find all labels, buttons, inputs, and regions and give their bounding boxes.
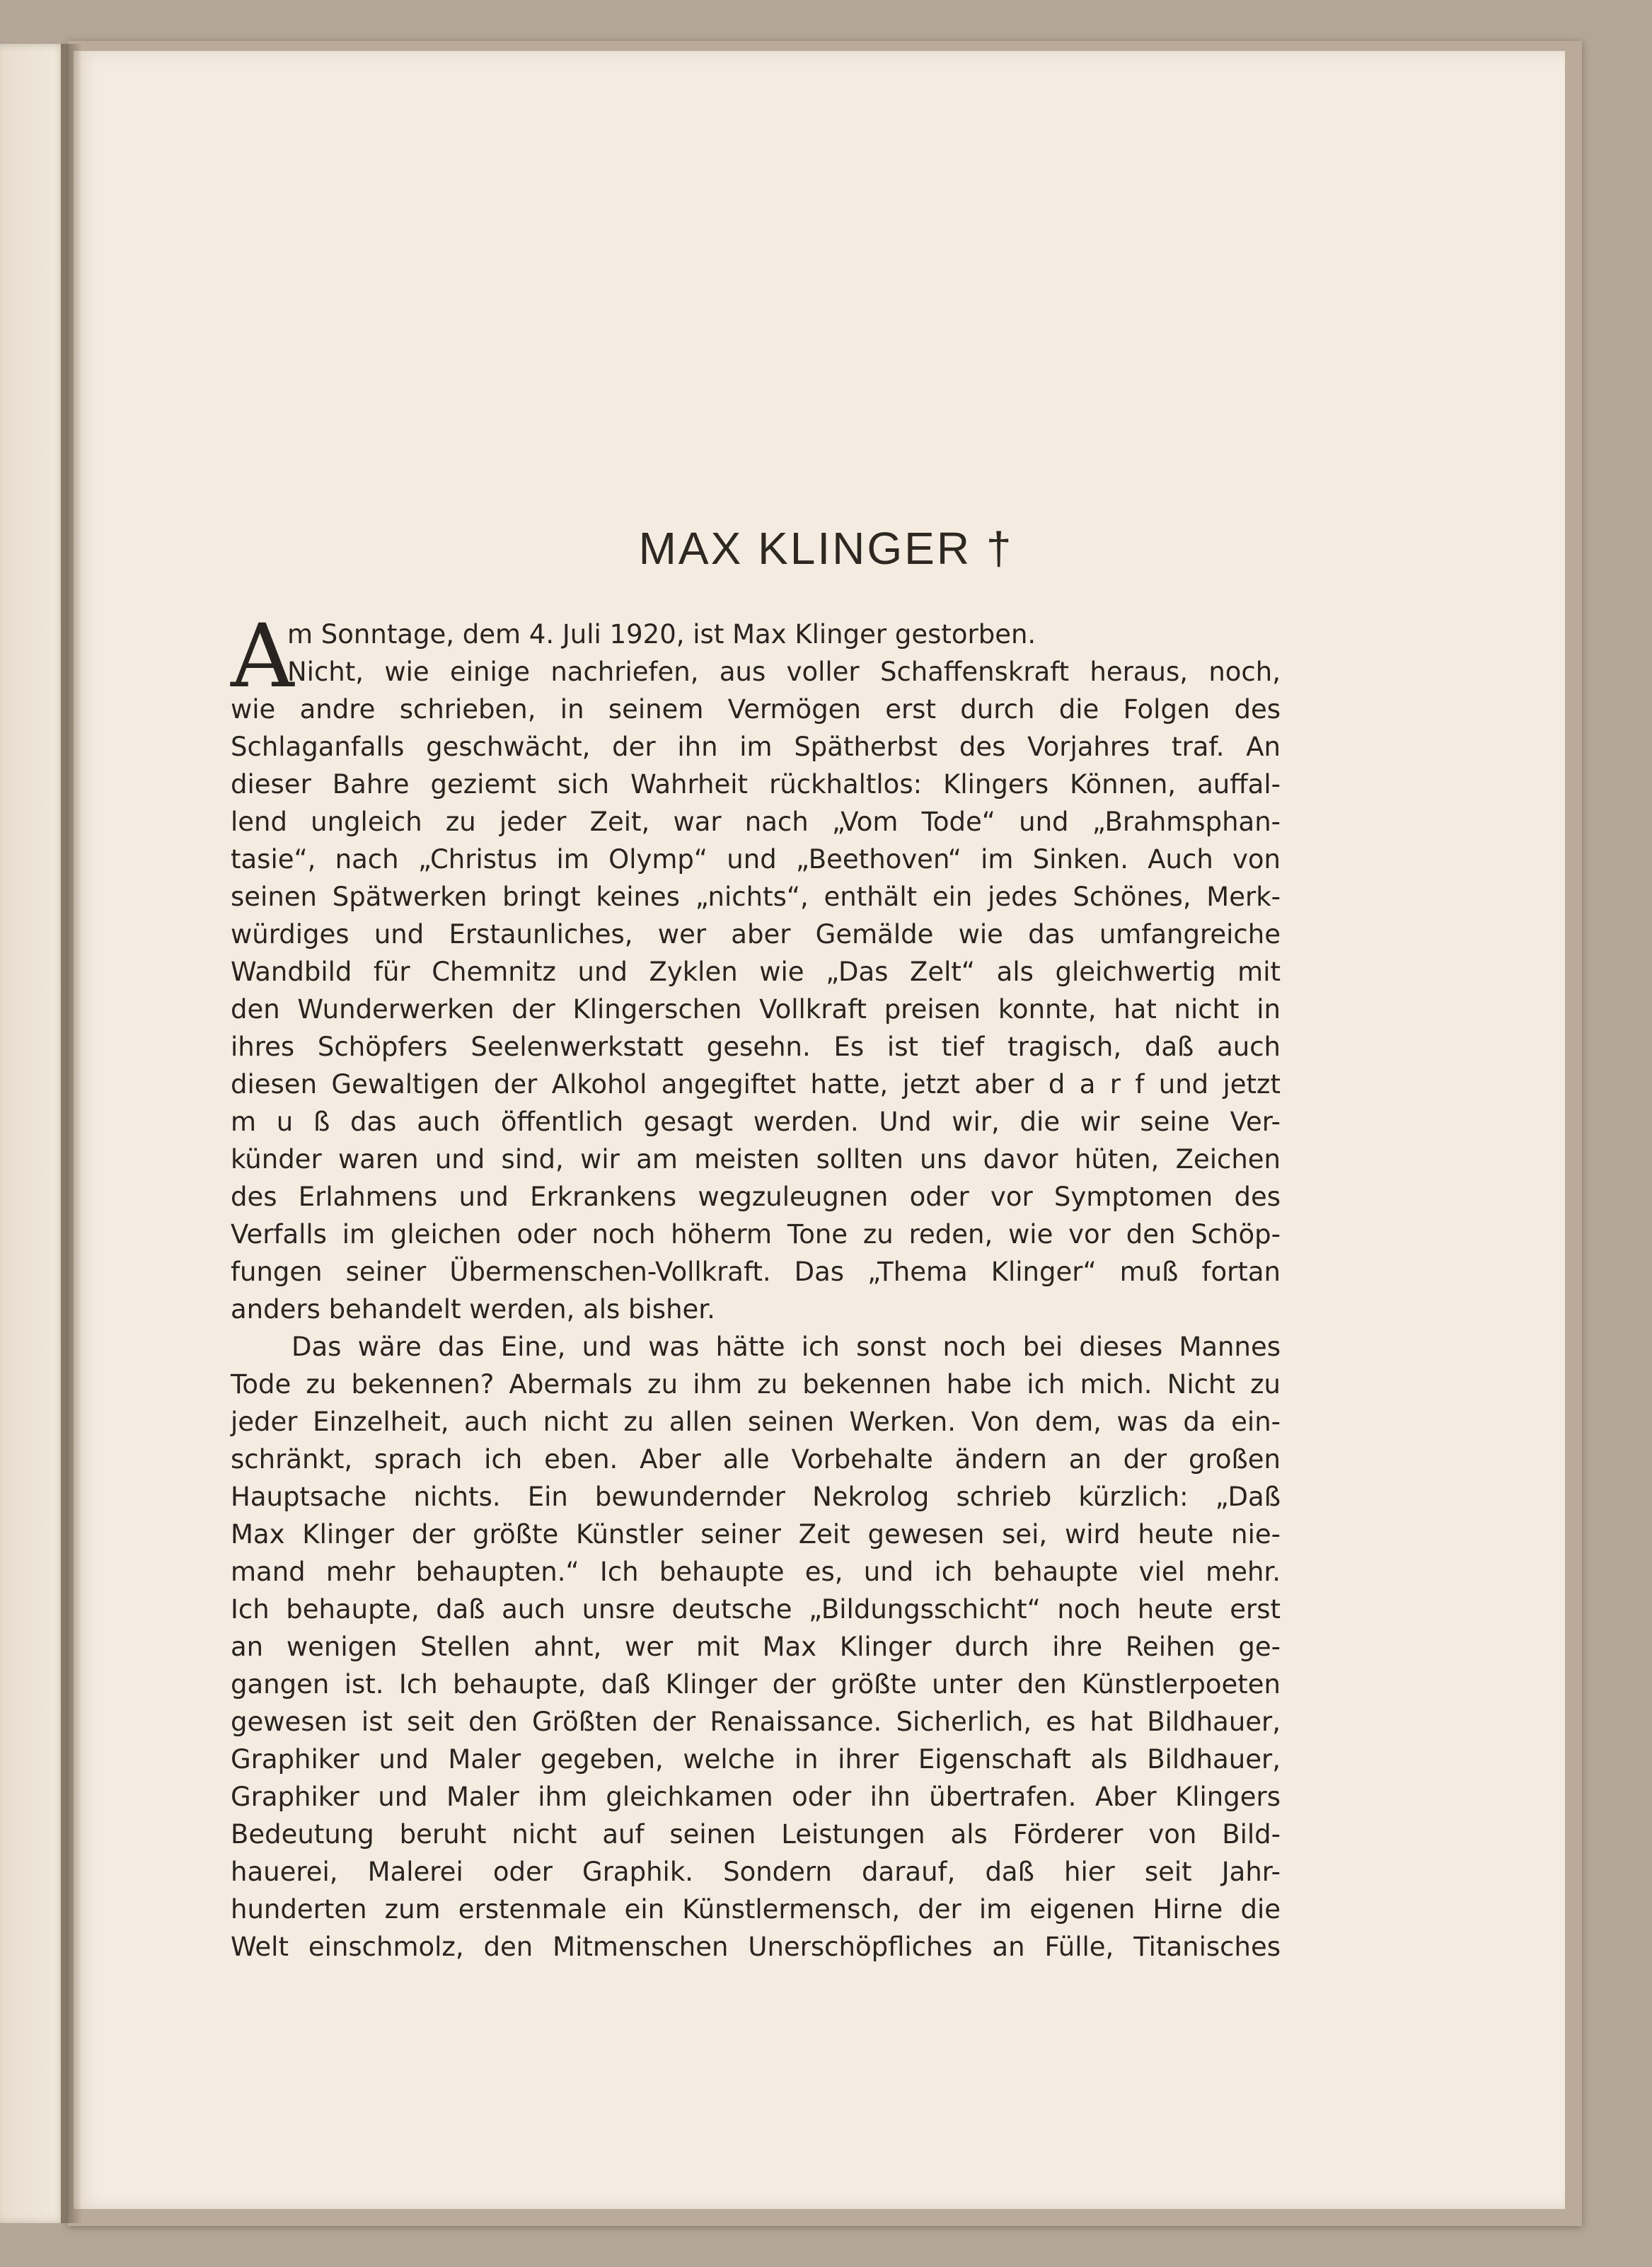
- text-line: würdiges und Erstaunliches, wer aber Gemälde wie das umfangreiche: [231, 919, 1281, 950]
- body-text: [231, 606, 1281, 1966]
- text-line: seinen Spätwerken bringt keines „nichts“, enthält ein jedes Schönes, Merk-: [231, 882, 1281, 912]
- text-line: Bedeutung beruht nicht auf seinen Leistungen als Förderer von Bild-: [231, 1819, 1281, 1850]
- text-line: Verfalls im gleichen oder noch höherm Tone zu reden, wie vor den Schöp-: [231, 1219, 1281, 1250]
- text-line: Max Klinger der größte Künstler seiner Zeit gewesen sei, wird heute nie-: [231, 1519, 1281, 1550]
- text-line: diesen Gewaltigen der Alkohol angegiftet hatte, jetzt aber d a r f und jetzt: [231, 1069, 1281, 1100]
- text-line: schränkt, sprach ich eben. Aber alle Vorbehalte ändern an der großen: [231, 1444, 1281, 1475]
- text-line: Tode zu bekennen? Abermals zu ihm zu bekennen habe ich mich. Nicht zu: [231, 1369, 1281, 1400]
- text-line: des Erlahmens und Erkrankens wegzuleugnen oder vor Symptomen des: [231, 1182, 1281, 1212]
- text-line: gangen ist. Ich behaupte, daß Klinger der größte unter den Künstlerpoeten: [231, 1669, 1281, 1700]
- text-line: Ich behaupte, daß auch unsre deutsche „Bildungsschicht“ noch heute erst: [231, 1594, 1281, 1625]
- text-line: lend ungleich zu jeder Zeit, war nach „Vom Tode“ und „Brahmsphan-: [231, 807, 1281, 837]
- text-line: Graphiker und Maler gegeben, welche in ihrer Eigenschaft als Bildhauer,: [231, 1744, 1281, 1775]
- text-line: wie andre schrieben, in seinem Vermögen erst durch die Folgen des: [231, 694, 1281, 725]
- text-line: ihres Schöpfers Seelenwerkstatt gesehn. Es ist tief tragisch, daß auch: [231, 1032, 1281, 1062]
- text-line: hauerei, Malerei oder Graphik. Sondern darauf, daß hier seit Jahr-: [231, 1857, 1281, 1887]
- text-line: anders behandelt werden, als bisher.: [231, 1294, 715, 1325]
- text-line: Wandbild für Chemnitz und Zyklen wie „Das Zelt“ als gleichwertig mit: [231, 957, 1281, 987]
- text-line: Das wäre das Eine, und was hätte ich sonst noch bei dieses Mannes: [291, 1332, 1281, 1362]
- drop-cap: A: [231, 606, 294, 708]
- text-line: gewesen ist seit den Größten der Renaissance. Sicherlich, es hat Bildhauer,: [231, 1707, 1281, 1737]
- text-line: m Sonntage, dem 4. Juli 1920, ist Max Klinger gestorben.: [287, 619, 1036, 650]
- text-line: den Wunderwerken der Klingerschen Vollkraft preisen konnte, hat nicht in: [231, 994, 1281, 1025]
- text-line: Welt einschmolz, den Mitmenschen Unerschöpfliches an Fülle, Titanisches: [231, 1932, 1281, 1962]
- page-title: MAX KLINGER †: [638, 523, 1014, 574]
- text-line: jeder Einzelheit, auch nicht zu allen seinen Werken. Von dem, was da ein-: [231, 1407, 1281, 1437]
- text-line: dieser Bahre geziemt sich Wahrheit rückhaltlos: Klingers Können, auffal-: [231, 769, 1281, 800]
- text-line: Nicht, wie einige nachriefen, aus voller Schaffenskraft heraus, noch,: [287, 657, 1281, 687]
- book-gutter: [61, 44, 82, 2223]
- text-line: Hauptsache nichts. Ein bewundernder Nekrolog schrieb kürzlich: „Daß: [231, 1482, 1281, 1512]
- text-line: Graphiker und Maler ihm gleichkamen oder ihn übertrafen. Aber Klingers: [231, 1782, 1281, 1812]
- text-line: mand mehr behaupten.“ Ich behaupte es, und ich behaupte viel mehr.: [231, 1557, 1281, 1587]
- text-line: Schlaganfalls geschwächt, der ihn im Spätherbst des Vorjahres traf. An: [231, 732, 1281, 762]
- text-line: tasie“, nach „Christus im Olymp“ und „Beethoven“ im Sinken. Auch von: [231, 844, 1281, 875]
- text-line: m u ß das auch öffentlich gesagt werden. Und wir, die wir seine Ver-: [231, 1107, 1281, 1137]
- text-line: künder waren und sind, wir am meisten sollten uns davor hüten, Zeichen: [231, 1144, 1281, 1175]
- left-page-edge: [0, 44, 68, 2223]
- text-line: an wenigen Stellen ahnt, wer mit Max Klinger durch ihre Reihen ge-: [231, 1632, 1281, 1662]
- text-line: fungen seiner Übermenschen-Vollkraft. Das „Thema Klinger“ muß fortan: [231, 1257, 1281, 1287]
- text-line: hunderten zum erstenmale ein Künstlermensch, der im eigenen Hirne die: [231, 1894, 1281, 1925]
